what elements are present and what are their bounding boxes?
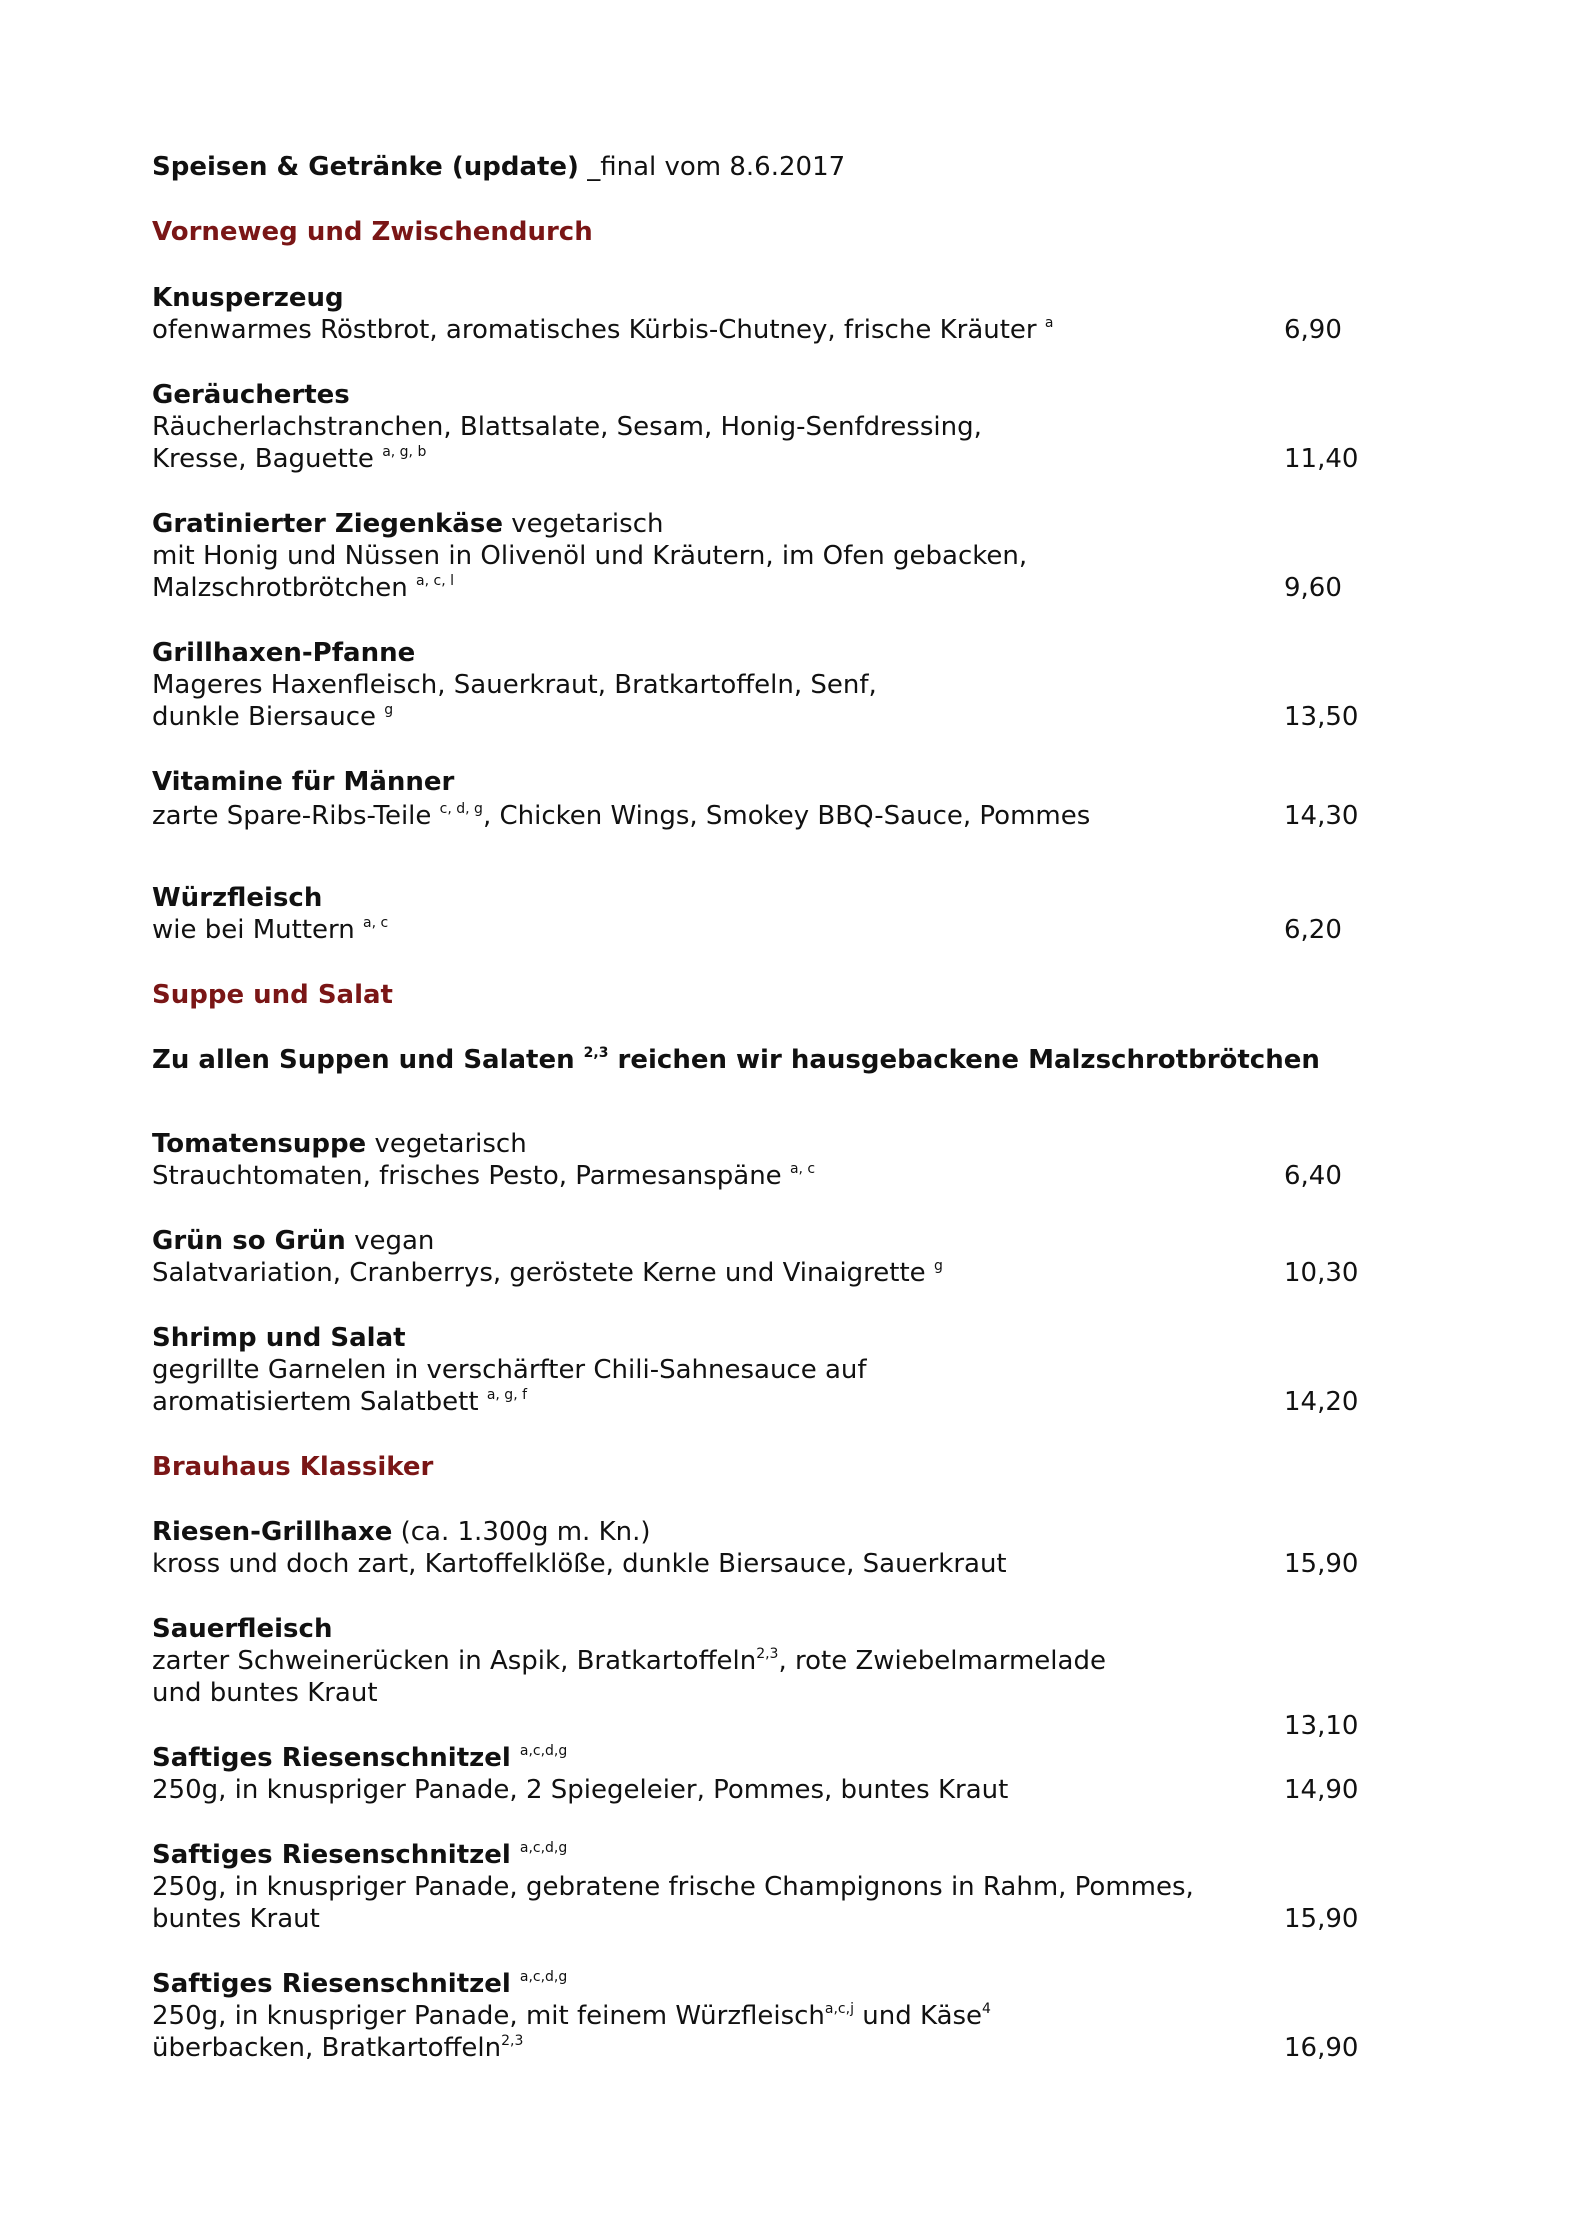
- weight-note: (ca. 1.300g m. Kn.): [392, 1517, 651, 1547]
- item-name-sauerfleisch: Sauerfleisch: [152, 1614, 333, 1644]
- allergen-sup: 2,3: [756, 1646, 779, 1662]
- allergen-sup: c, d, g: [439, 801, 483, 817]
- desc-text: aromatisiertem Salatbett: [152, 1387, 487, 1417]
- item-desc-sauerfleisch-2: und buntes Kraut: [152, 1678, 378, 1708]
- item-desc-vitamine: [152, 800, 1090, 832]
- item-name-riesen-grillhaxe: [152, 1516, 651, 1548]
- allergen-sup: a,c,d,g: [519, 1743, 568, 1759]
- item-desc-tomatensuppe: [152, 1160, 815, 1192]
- item-name-wuerzfleisch: Würzfleisch: [152, 883, 323, 913]
- desc-text: überbacken, Bratkartoffeln: [152, 2033, 502, 2063]
- desc-text: ofenwarmes Röstbrot, aromatisches Kürbis-Chutney, frische Kräuter: [152, 315, 1045, 345]
- item-price-geraeuchertes: 11,40: [1284, 444, 1359, 474]
- document-title: [152, 151, 845, 183]
- item-desc-schnitzel-3-1: [152, 2000, 991, 2032]
- desc-text: , Chicken Wings, Smokey BBQ-Sauce, Pommes: [482, 801, 1091, 831]
- item-name-ziegenkaese: [152, 508, 663, 540]
- desc-text: zarter Schweinerücken in Aspik, Bratkartoffeln: [152, 1646, 757, 1676]
- desc-text: und Käse: [853, 2001, 983, 2031]
- item-price-riesen-grillhaxe: 15,90: [1284, 1549, 1359, 1579]
- desc-text: dunkle Biersauce: [152, 702, 385, 732]
- desc-text: 250g, in knuspriger Panade, mit feinem Würzfleisch: [152, 2001, 825, 2031]
- allergen-sup: a, c: [363, 915, 389, 931]
- section-heading-klassiker: Brauhaus Klassiker: [152, 1452, 434, 1482]
- desc-text: zarte Spare-Ribs-Teile: [152, 801, 440, 831]
- allergen-sup: a: [1044, 315, 1054, 331]
- item-name-shrimp: Shrimp und Salat: [152, 1323, 406, 1353]
- name-text: Gratinierter Ziegenkäse: [152, 509, 503, 539]
- allergen-sup: a,c,d,g: [519, 1969, 568, 1985]
- allergen-sup: a, c, l: [416, 573, 454, 589]
- diet-tag: vegan: [345, 1226, 435, 1256]
- item-desc-schnitzel-2-2: buntes Kraut: [152, 1904, 320, 1934]
- suppe-intro-note: [152, 1044, 1320, 1076]
- name-text: Saftiges Riesenschnitzel: [152, 1840, 520, 1870]
- desc-text: Strauchtomaten, frisches Pesto, Parmesanspäne: [152, 1161, 790, 1191]
- diet-tag: vegetarisch: [366, 1129, 527, 1159]
- name-text: Riesen-Grillhaxe: [152, 1517, 393, 1547]
- item-name-schnitzel-1: [152, 1742, 567, 1774]
- note-text: reichen wir hausgebackene Malzschrotbrötchen: [608, 1045, 1320, 1075]
- desc-text: Malzschrotbrötchen: [152, 573, 417, 603]
- item-desc-knusperzeug: [152, 314, 1053, 346]
- item-desc-geraeuchertes-2: [152, 443, 426, 475]
- item-price-schnitzel-1: 14,90: [1284, 1775, 1359, 1805]
- item-price-schnitzel-2: 15,90: [1284, 1904, 1359, 1934]
- section-heading-vorneweg: Vorneweg und Zwischendurch: [152, 217, 593, 247]
- desc-text: , rote Zwiebelmarmelade: [778, 1646, 1106, 1676]
- allergen-sup: 2,3: [583, 1045, 609, 1061]
- item-desc-grillhaxen-pfanne-2: [152, 701, 393, 733]
- item-price-gruen: 10,30: [1284, 1258, 1359, 1288]
- name-text: Saftiges Riesenschnitzel: [152, 1969, 520, 1999]
- diet-tag: vegetarisch: [502, 509, 664, 539]
- item-desc-geraeuchertes-1: Räucherlachstranchen, Blattsalate, Sesam, Honig-Senfdressing,: [152, 412, 982, 442]
- allergen-sup: a,c,d,g: [519, 1840, 568, 1856]
- item-price-vitamine: 14,30: [1284, 801, 1359, 831]
- note-text: Zu allen Suppen und Salaten: [152, 1045, 584, 1075]
- item-name-grillhaxen-pfanne: Grillhaxen-Pfanne: [152, 638, 416, 668]
- allergen-sup: a, g, f: [486, 1387, 528, 1403]
- item-desc-grillhaxen-pfanne-1: Mageres Haxenfleisch, Sauerkraut, Bratkartoffeln, Senf,: [152, 670, 877, 700]
- item-name-knusperzeug: Knusperzeug: [152, 283, 344, 313]
- item-price-ziegenkaese: 9,60: [1284, 573, 1342, 603]
- title-date: _final vom 8.6.2017: [578, 152, 846, 182]
- item-desc-wuerzfleisch: [152, 914, 388, 946]
- item-desc-ziegenkaese-1: mit Honig und Nüssen in Olivenöl und Kräutern, im Ofen gebacken,: [152, 541, 1028, 571]
- item-name-gruen: [152, 1225, 434, 1257]
- item-price-grillhaxen-pfanne: 13,50: [1284, 702, 1359, 732]
- allergen-sup: 2,3: [501, 2033, 524, 2049]
- allergen-sup: a, g, b: [382, 444, 427, 460]
- item-desc-ziegenkaese-2: [152, 572, 454, 604]
- item-name-schnitzel-2: [152, 1839, 567, 1871]
- desc-text: Salatvariation, Cranberrys, geröstete Kerne und Vinaigrette: [152, 1258, 934, 1288]
- item-price-knusperzeug: 6,90: [1284, 315, 1342, 345]
- item-name-vitamine: Vitamine für Männer: [152, 767, 455, 797]
- item-desc-shrimp-2: [152, 1386, 527, 1418]
- allergen-sup: g: [384, 702, 394, 718]
- name-text: Saftiges Riesenschnitzel: [152, 1743, 520, 1773]
- item-desc-shrimp-1: gegrillte Garnelen in verschärfter Chili-Sahnesauce auf: [152, 1355, 867, 1385]
- item-desc-gruen: [152, 1257, 943, 1289]
- item-desc-riesen-grillhaxe: kross und doch zart, Kartoffelklöße, dunkle Biersauce, Sauerkraut: [152, 1549, 1007, 1579]
- desc-text: Kresse, Baguette: [152, 444, 383, 474]
- item-name-tomatensuppe: [152, 1128, 527, 1160]
- item-price-sauerfleisch: 13,10: [1284, 1711, 1359, 1741]
- item-name-schnitzel-3: [152, 1968, 567, 2000]
- allergen-sup: a,c,j: [824, 2001, 854, 2017]
- allergen-sup: 4: [982, 2001, 991, 2017]
- desc-text: wie bei Muttern: [152, 915, 364, 945]
- item-price-schnitzel-3: 16,90: [1284, 2033, 1359, 2063]
- item-name-geraeuchertes: Geräuchertes: [152, 380, 350, 410]
- item-desc-schnitzel-2-1: 250g, in knuspriger Panade, gebratene frische Champignons in Rahm, Pommes,: [152, 1872, 1194, 1902]
- item-price-shrimp: 14,20: [1284, 1387, 1359, 1417]
- item-price-wuerzfleisch: 6,20: [1284, 915, 1342, 945]
- title-bold: Speisen & Getränke (update): [152, 152, 579, 182]
- item-price-tomatensuppe: 6,40: [1284, 1161, 1342, 1191]
- item-desc-sauerfleisch-1: [152, 1645, 1106, 1677]
- item-desc-schnitzel-1: 250g, in knuspriger Panade, 2 Spiegeleier, Pommes, buntes Kraut: [152, 1775, 1009, 1805]
- item-desc-schnitzel-3-2: [152, 2032, 523, 2064]
- name-text: Grün so Grün: [152, 1226, 346, 1256]
- section-heading-suppe: Suppe und Salat: [152, 980, 393, 1010]
- allergen-sup: a, c: [789, 1161, 816, 1177]
- allergen-sup: g: [933, 1258, 943, 1274]
- name-text: Tomatensuppe: [152, 1129, 367, 1159]
